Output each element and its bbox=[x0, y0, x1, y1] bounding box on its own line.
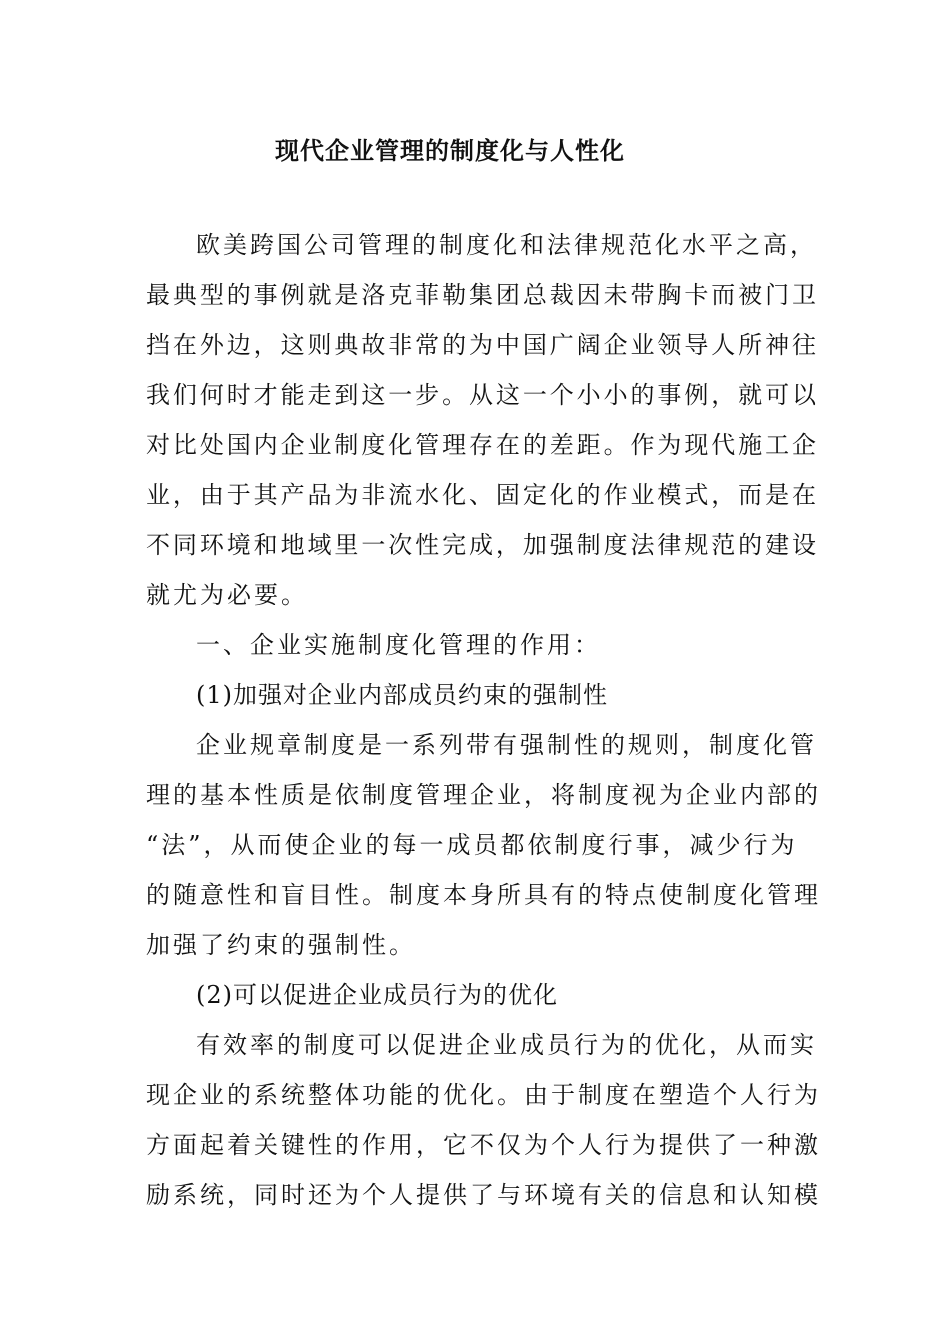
paragraph-line: “法”，从而使企业的每一成员都依制度行事，减少行为 bbox=[146, 831, 798, 859]
section-heading: 一、企业实施制度化管理的作用： bbox=[196, 631, 601, 659]
subsection-heading: (2)可以促进企业成员行为的优化 bbox=[196, 981, 558, 1009]
paragraph-line: 方面起着关键性的作用，它不仅为个人行为提供了一种激 bbox=[146, 1131, 821, 1159]
paragraph-line: 加强了约束的强制性。 bbox=[146, 931, 416, 959]
document-title: 现代企业管理的制度化与人性化 bbox=[275, 136, 625, 165]
paragraph-line: 企业规章制度是一系列带有强制性的规则，制度化管 bbox=[196, 731, 817, 759]
paragraph-line: 不同环境和地域里一次性完成，加强制度法律规范的建设 bbox=[146, 531, 816, 559]
paragraph-line: 励系统，同时还为个人提供了与环境有关的信息和认知模 bbox=[146, 1181, 821, 1209]
paragraph-line: 业，由于其产品为非流水化、固定化的作业模式，而是在 bbox=[146, 481, 816, 509]
paragraph-line: 现企业的系统整体功能的优化。由于制度在塑造个人行为 bbox=[146, 1081, 821, 1109]
paragraph-line: 最典型的事例就是洛克菲勒集团总裁因未带胸卡而被门卫 bbox=[146, 281, 816, 309]
paragraph-line: 就尤为必要。 bbox=[146, 581, 308, 609]
paragraph-line: 理的基本性质是依制度管理企业，将制度视为企业内部的 bbox=[146, 781, 821, 809]
subsection-heading: (1)加强对企业内部成员约束的强制性 bbox=[196, 681, 608, 709]
paragraph-line: 我们何时才能走到这一步。从这一个小小的事例，就可以 bbox=[146, 381, 816, 409]
paragraph-line: 挡在外边，这则典故非常的为中国广阔企业领导人所神往 bbox=[146, 331, 816, 359]
paragraph-line: 欧美跨国公司管理的制度化和法律规范化水平之高， bbox=[196, 231, 817, 259]
paragraph-line: 对比处国内企业制度化管理存在的差距。作为现代施工企 bbox=[146, 431, 816, 459]
paragraph-line: 有效率的制度可以促进企业成员行为的优化，从而实 bbox=[196, 1031, 817, 1059]
paragraph-line: 的随意性和盲目性。制度本身所具有的特点使制度化管理 bbox=[146, 881, 821, 909]
